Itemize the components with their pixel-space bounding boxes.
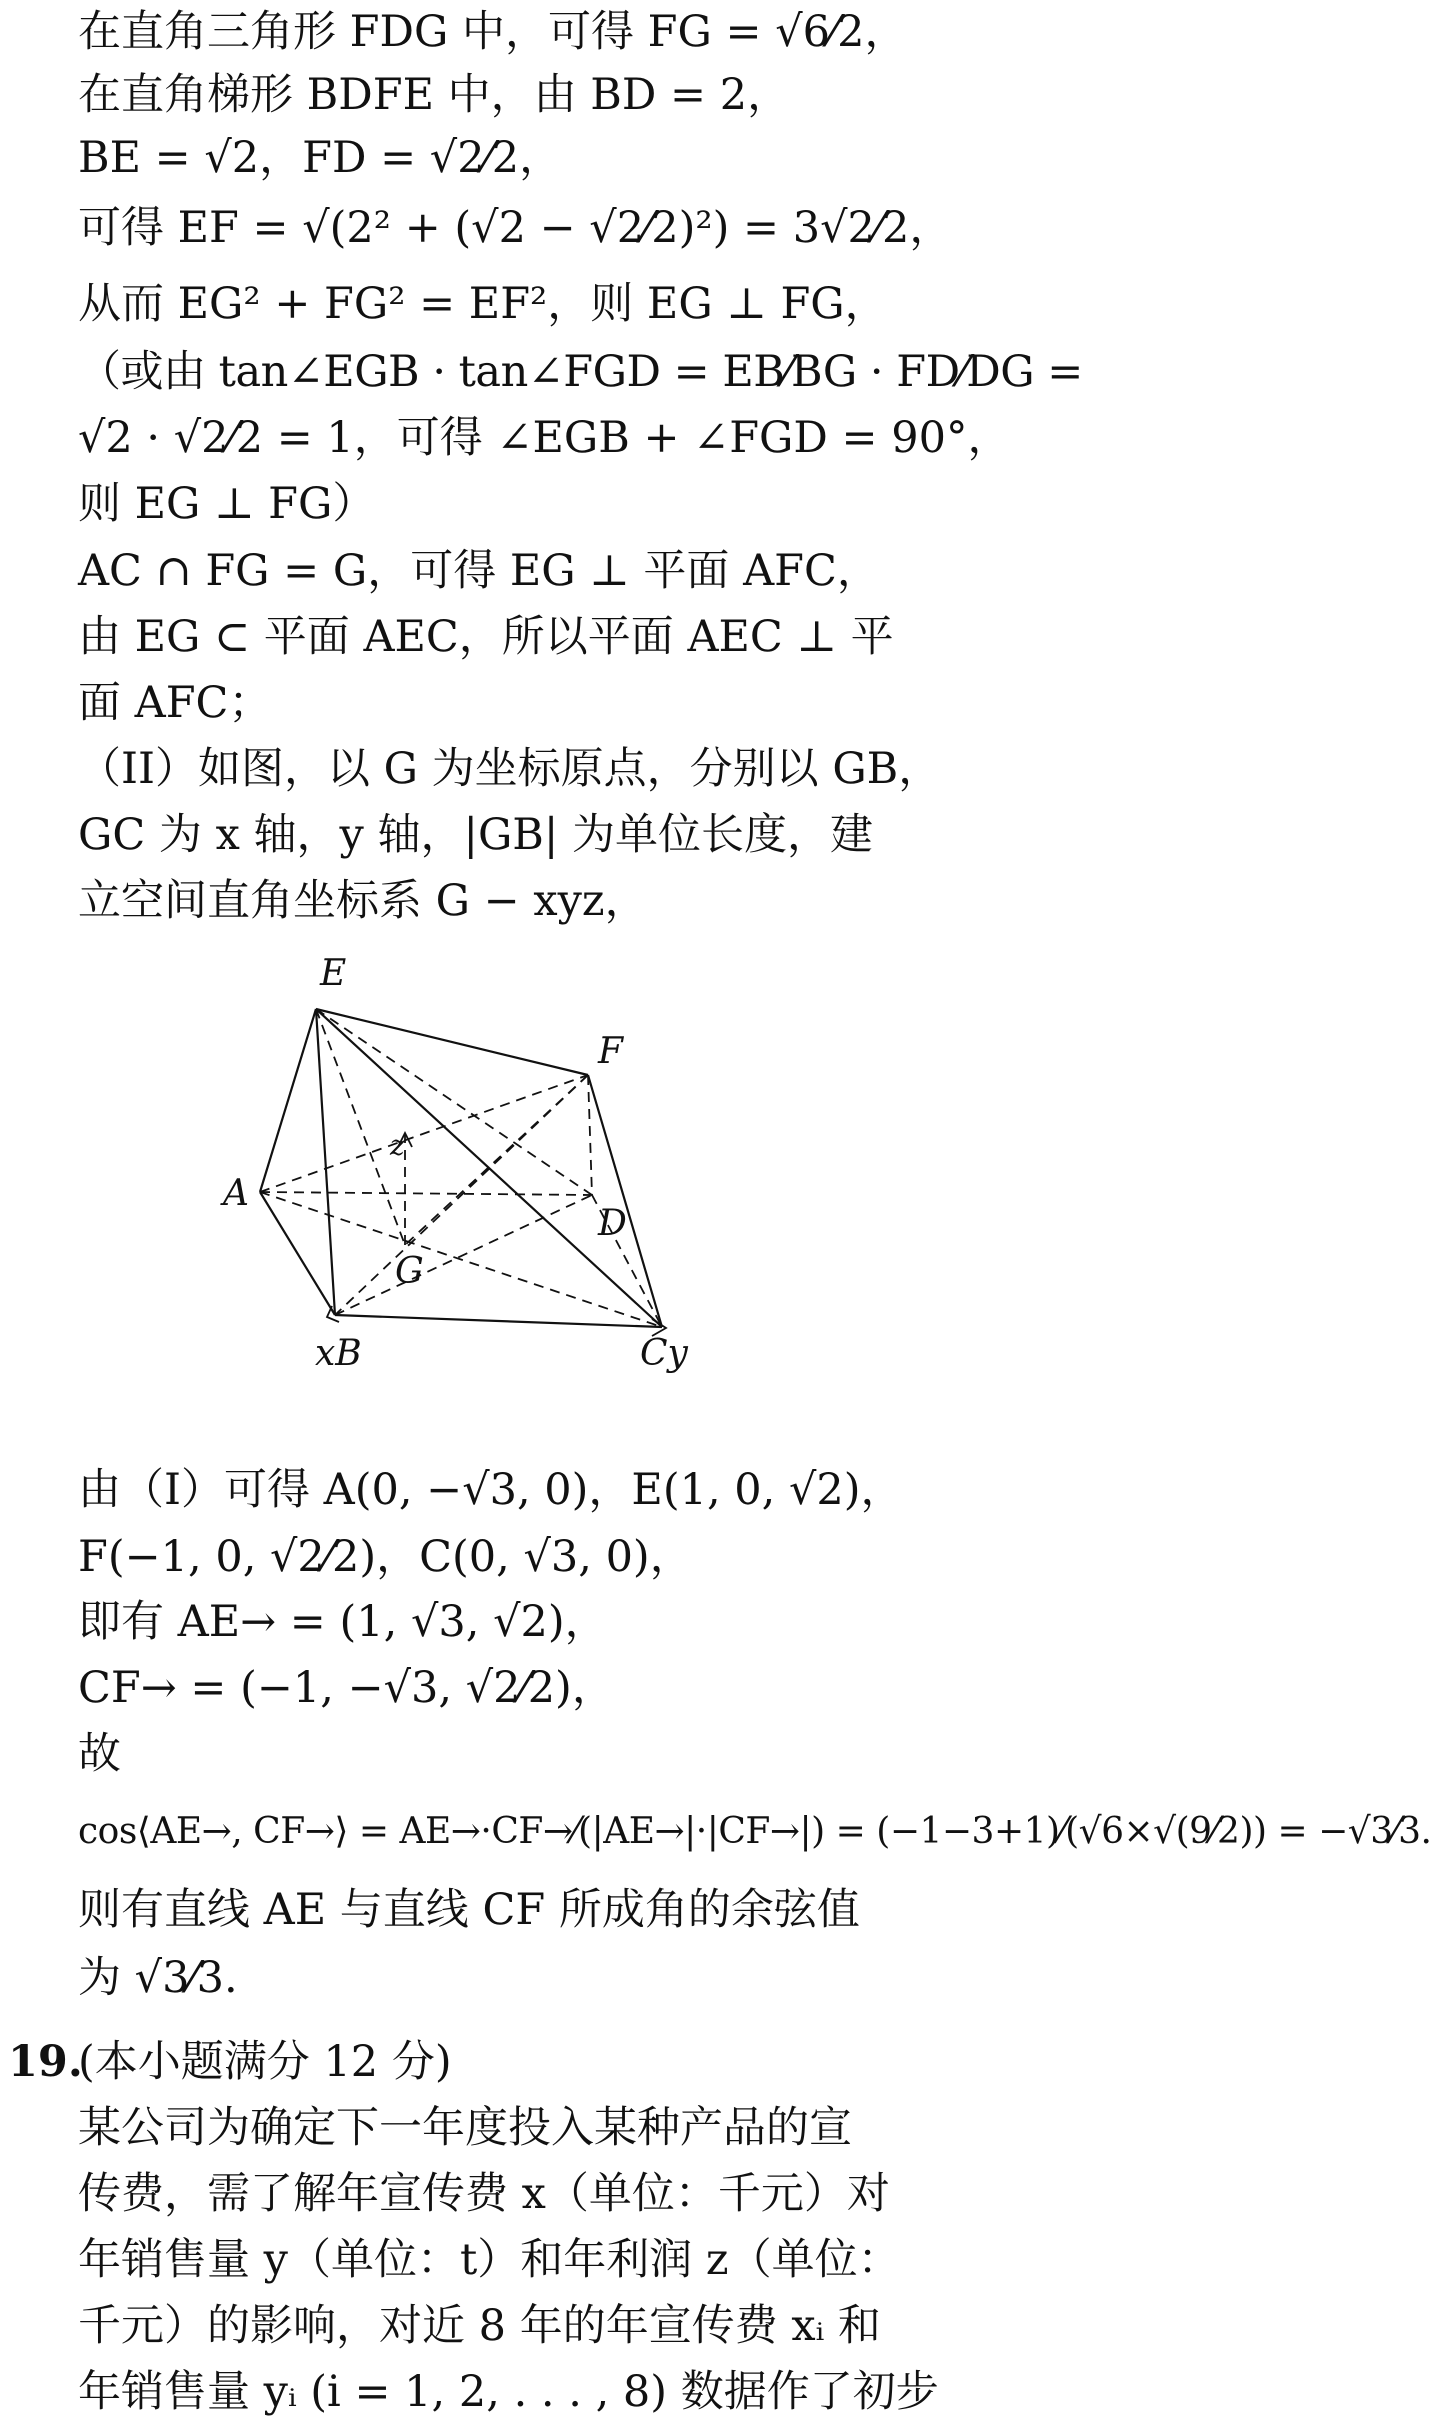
text-line: （II）如图，以 G 为坐标原点，分别以 GB， [78, 744, 942, 794]
text-line: GC 为 x 轴，y 轴，|GB| 为单位长度，建 [78, 810, 874, 860]
label-D: D [598, 1203, 627, 1244]
text-line: 在直角三角形 FDG 中，可得 FG = √6⁄2， [78, 7, 908, 57]
problem-number: 19. [8, 2037, 83, 2087]
text-line: F(−1, 0, √2⁄2)，C(0, √3, 0)， [78, 1532, 693, 1582]
solid-diagram [220, 945, 720, 1395]
text-line: BE = √2，FD = √2⁄2， [78, 133, 563, 183]
text-line: 可得 EF = √(2² + (√2 − √2⁄2)²) = 3√2⁄2， [78, 203, 953, 253]
text-line: 某公司为确定下一年度投入某种产品的宣 [78, 2103, 852, 2153]
label-xB: xB [315, 1333, 362, 1374]
edge-ED [316, 1009, 592, 1195]
text-line: (本小题满分 12 分) [78, 2037, 452, 2087]
edge-FC [588, 1075, 662, 1327]
edge-BC [335, 1315, 662, 1327]
label-A: A [223, 1173, 249, 1214]
text-line: CF→ = (−1, −√3, √2⁄2)， [78, 1663, 615, 1713]
label-G: G [395, 1251, 424, 1292]
edge-AD [260, 1192, 592, 1195]
text-line: 千元）的影响，对近 8 年的年宣传费 xᵢ 和 [78, 2301, 881, 2351]
text-line: 则 EG ⊥ FG） [78, 479, 376, 529]
text-line: 面 AFC； [78, 678, 272, 728]
text-line: 从而 EG² + FG² = EF²，则 EG ⊥ FG， [78, 279, 888, 329]
text-line: cos⟨AE→, CF→⟩ = AE→·CF→⁄(|AE→|·|CF→|) = (−1−3+1)⁄(√6×√(9⁄2)) = −√3⁄3. [78, 1811, 1431, 1852]
geometry-figure [220, 945, 720, 1395]
edge-AF [260, 1075, 588, 1192]
text-line: 由（I）可得 A(0, −√3, 0)，E(1, 0, √2)， [78, 1465, 904, 1515]
edge-EB [316, 1009, 335, 1315]
text-line: 则有直线 AE 与直线 CF 所成角的余弦值 [78, 1885, 860, 1935]
text-line: √2 · √2⁄2 = 1，可得 ∠EGB + ∠FGD = 90°， [78, 413, 1011, 463]
text-line: 在直角梯形 BDFE 中，由 BD = 2， [78, 70, 791, 120]
label-Cy: Cy [640, 1333, 688, 1374]
text-line: 故 [78, 1729, 121, 1779]
text-line: AC ∩ FG = G，可得 EG ⊥ 平面 AFC， [78, 546, 880, 596]
text-line: 为 √3⁄3. [78, 1953, 238, 2003]
edge-AB [260, 1192, 335, 1315]
text-line: 即有 AE→ = (1, √3, √2)， [78, 1597, 608, 1647]
edge-BD [335, 1195, 592, 1315]
text-line: （或由 tan∠EGB · tan∠FGD = EB⁄BG · FD⁄DG = [78, 347, 1083, 397]
edge-FD [588, 1075, 592, 1195]
text-line: 年销售量 yᵢ (i = 1, 2, . . . , 8) 数据作了初步 [78, 2367, 939, 2417]
edge-EF [316, 1009, 588, 1075]
text-line: 由 EG ⊂ 平面 AEC，所以平面 AEC ⊥ 平 [78, 612, 894, 662]
text-line: 立空间直角坐标系 G − xyz， [78, 876, 648, 926]
label-z: z [390, 1129, 405, 1162]
edge-EA [260, 1009, 316, 1192]
text-line: 年销售量 y（单位：t）和年利润 z（单位： [78, 2235, 901, 2285]
text-line: 传费，需了解年宣传费 x（单位：千元）对 [78, 2169, 890, 2219]
label-E: E [320, 953, 347, 994]
label-F: F [598, 1031, 623, 1072]
